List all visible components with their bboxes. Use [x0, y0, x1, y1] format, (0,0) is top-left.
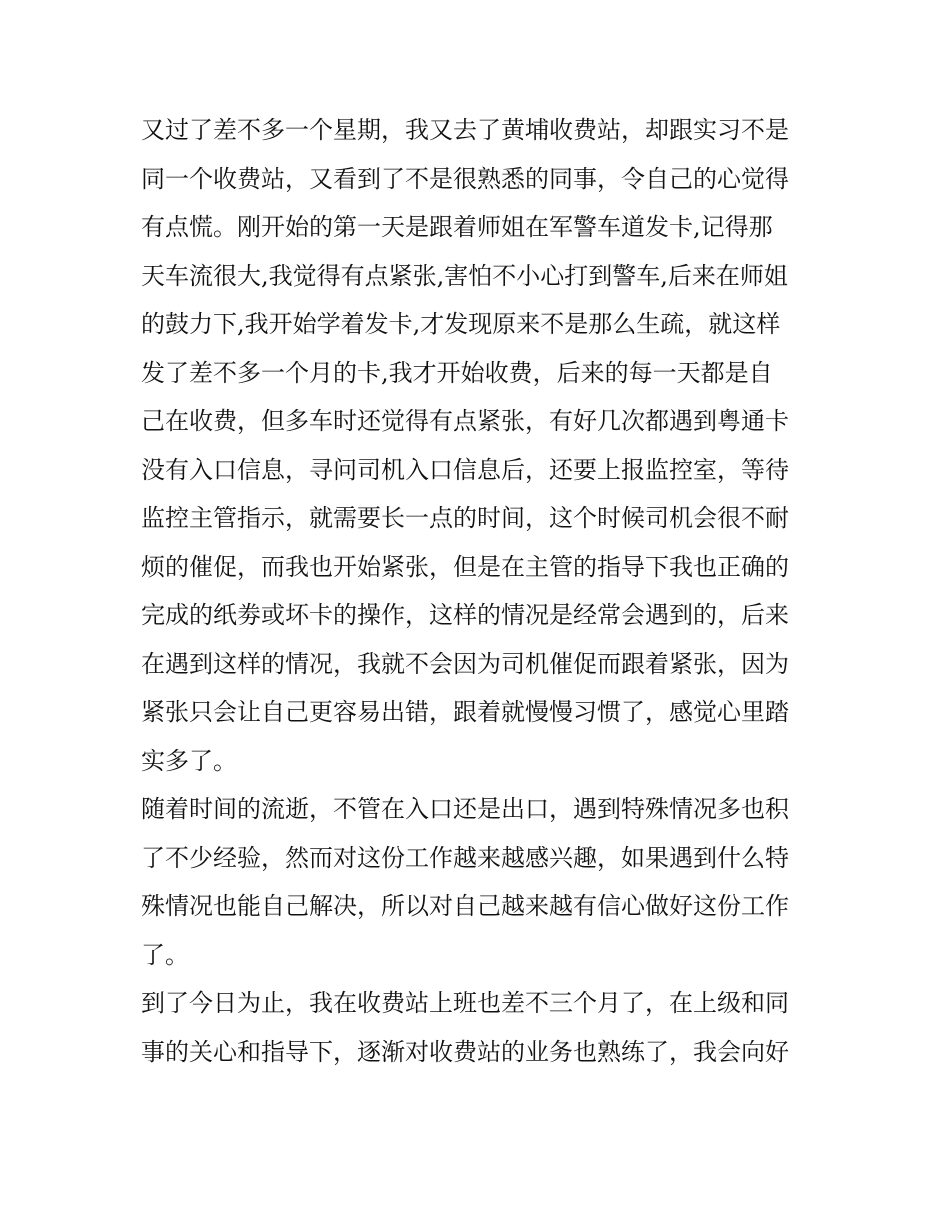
- text-line: 的鼓力下,我开始学着发卡,才发现原来不是那么生疏，就这样: [141, 310, 781, 338]
- text-line: 在遇到这样的情况，我就不会因为司机催促而跟着紧张，因为: [141, 649, 789, 678]
- text-line: 到了今日为止，我在收费站上班也差不三个月了，在上级和同: [141, 989, 789, 1017]
- text-line: 发了差不多一个月的卡,我才开始收费，后来的每一天都是自: [141, 358, 773, 387]
- text-line: 紧张只会让自己更容易出错，跟着就慢慢习惯了，感觉心里踏: [141, 698, 789, 726]
- text-line: 监控主管指示，就需要长一点的时间，这个时候司机会很不耐: [141, 504, 789, 532]
- text-line: 随着时间的流逝，不管在入口还是出口，遇到特殊情况多也积: [141, 795, 789, 823]
- text-line: 了不少经验，然而对这份工作越来越感兴趣，如果遇到什么特: [141, 843, 789, 872]
- text-line: 又过了差不多一个星期，我又去了黄埔收费站，却跟实习不是: [141, 116, 789, 144]
- text-line: 天车流很大,我觉得有点紧张,害怕不小心打到警车,后来在师姐: [141, 261, 788, 290]
- paragraph-2: [141, 785, 821, 979]
- text-line: 殊情况也能自己解决，所以对自己越来越有信心做好这份工作: [141, 892, 789, 920]
- document-body: [141, 106, 821, 1076]
- text-line: 同一个收费站，又看到了不是很熟悉的同事，令自己的心觉得: [141, 164, 789, 193]
- text-line: 实多了。: [141, 746, 237, 775]
- text-line: 有点慌。刚开始的第一天是跟着师姐在军警车道发卡,记得那: [141, 213, 773, 241]
- text-line: 事的关心和指导下，逐渐对收费站的业务也熟练了，我会向好: [141, 1037, 789, 1066]
- text-line: 己在收费，但多车时还觉得有点紧张，有好几次都遇到粤通卡: [141, 407, 789, 435]
- text-line: 没有入口信息，寻问司机入口信息后，还要上报监控室，等待: [141, 455, 789, 484]
- text-line: 烦的催促，而我也开始紧张，但是在主管的指导下我也正确的: [141, 552, 789, 581]
- paragraph-1: [141, 106, 821, 785]
- text-line: 完成的纸劵或坏卡的操作，这样的情况是经常会遇到的，后来: [141, 601, 789, 629]
- text-line: 了。: [141, 940, 189, 969]
- paragraph-3: [141, 979, 821, 1076]
